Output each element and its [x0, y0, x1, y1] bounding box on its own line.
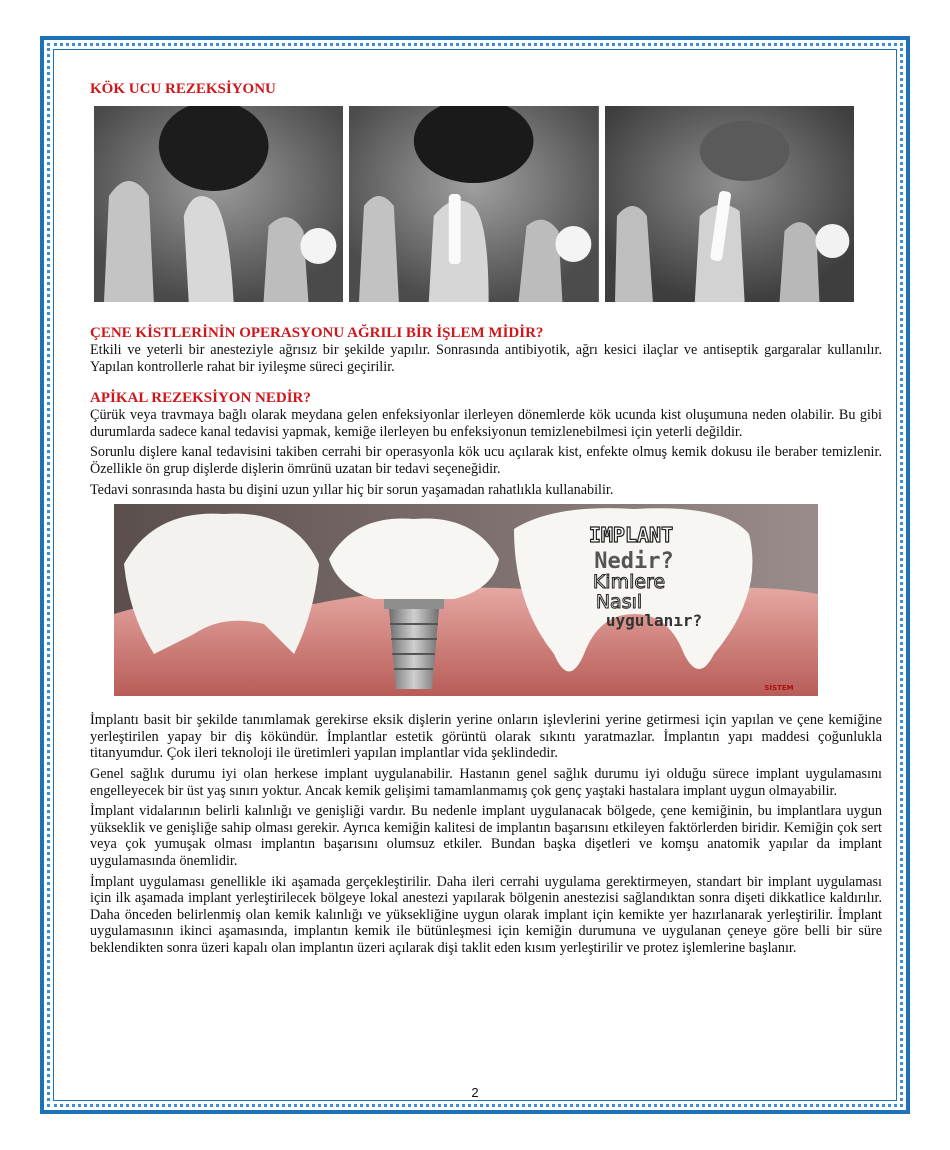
- image-text-nedir: Nedir?: [594, 549, 674, 575]
- xray-image-canal: [349, 106, 598, 302]
- paragraph-implant-2: Genel sağlık durumu iyi olan herkese implant uygulanabilir. Hastanın genel sağlık durumu iyi olduğu sürece implant uygulamasını engelleyecek bir üst yaş sınırı yoktur. Ancak kemik gelişimi tamamlanmamış çok genç yaştaki hastalara implant uygun olmayabilir.: [90, 765, 882, 799]
- image-text-nasil: Nasıl: [595, 591, 643, 614]
- paragraph-apical-1: Çürük veya travmaya bağlı olarak meydana gelen enfeksiyonlar ilerleyen dönemlerde kök ucunda kist oluşumuna neden olabilir. Bu gibi durumlarda sadece kanal tedavisi yapmak, kemiğe ilerleyen bu enfeksiyonun temizlenebilmesi için yeterli değildir.: [90, 407, 882, 440]
- section-title-apical-resection: APİKAL REZEKSİYON NEDİR?: [90, 390, 311, 407]
- implant-text-block: [90, 712, 882, 956]
- section-title-cyst-operation: ÇENE KİSTLERİNİN OPERASYONU AĞRILI BİR İŞLEM MİDİR?: [90, 325, 544, 341]
- paragraph-cyst-operation: Etkili ve yeterli bir anesteziyle ağrısız bir şekilde yapılır. Sonrasında antibiyotik, ağrı kesici ilaçlar ve antiseptik gargaralar kullanılır. Yapılan kontrollerle rahat bir iyileşme süreci geçirilir.: [90, 342, 882, 375]
- section-title-root-resection: KÖK UCU REZEKSİYONU: [90, 81, 276, 97]
- xray-image-after: [605, 106, 854, 302]
- image-text-kimlere: Kimlere: [592, 571, 666, 594]
- xray-gallery: [94, 106, 854, 302]
- paragraph-implant-1: İmplantı basit bir şekilde tanımlamak gerekirse eksik dişlerin yerine onların işlevlerini yerine getirmesi için yapılan ve çene kemiğine yerleştirilen yapay bir diş kökündür. İmplantlar estetik görüntü olarak sıkıntı yaratmazlar. İmplantın yapı maddesi çoğunlukla titanyumdur. Çok ileri teknoloji ile üretimleri yapılan implantlar vida şeklindedir.: [90, 712, 882, 762]
- paragraph-apical-3: Tedavi sonrasında hasta bu dişini uzun yıllar hiç bir sorun yaşamadan rahatlıkla kullanabilir.: [90, 481, 614, 498]
- image-text-implant: IMPLANT: [588, 523, 674, 548]
- implant-illustration: [114, 504, 818, 696]
- xray-image-before: [94, 106, 343, 302]
- paragraph-implant-3: İmplant vidalarının belirli kalınlığı ve genişliği vardır. Bu nedenle implant uygulanacak bölgede, çene kemiğinin, bu implantlara uygun yükseklik ve genişliğe sahip olması gerekir. Ayrıca kemiğin kalitesi de implantın başarısını etkileyen faktörlerden biridir. Kemiğin çok sert veya çok yumuşak olması implantın başarısını olumsuz etkiler. Bundan başka dişetleri ve komşu anatomik yapılar da implant uygulamasında önemlidir.: [90, 803, 882, 869]
- image-text-uygulanir: uygulanır?: [605, 611, 703, 631]
- page-content: [90, 80, 882, 960]
- image-brand-logo: SİSTEM: [764, 684, 794, 693]
- paragraph-implant-4: İmplant uygulaması genellikle iki aşamada gerçekleştirilir. Daha ileri cerrahi uygulama gerektirmeyen, standart bir implant uygulaması için ilk aşamada implant yerleştirilecek bölgeye lokal anestezi yapılarak bölgenin anestezisi sağlandıktan sonra dişeti dikkatlice kaldırılır. Daha önceden belirlenmiş olan kemik kalınlığı ve yüksekliğine uygun olarak implant için kemikte yer hazırlanarak yerleştirilir. İmplant uygulamasının ikinci aşamasında, implantın kemik ile bütünleşmesi için kemiğin durumuna ve uygulanan çeneye göre belli bir süre beklendikten sonra üzeri kapalı olan implantın üzeri açılarak dişi taklit eden kısım yerleştirilir ve protez işlemlerine başlanır.: [90, 873, 882, 956]
- paragraph-apical-2: Sorunlu dişlere kanal tedavisini takiben cerrahi bir operasyonla kök ucu açılarak kist, enfekte olmuş kemik dokusu ile beraber temizlenir. Özellikle ön grup dişlerde dişlerin ömrünü uzatan bir tedavi seçeneğidir.: [90, 444, 882, 477]
- page-number: 2: [471, 1085, 479, 1100]
